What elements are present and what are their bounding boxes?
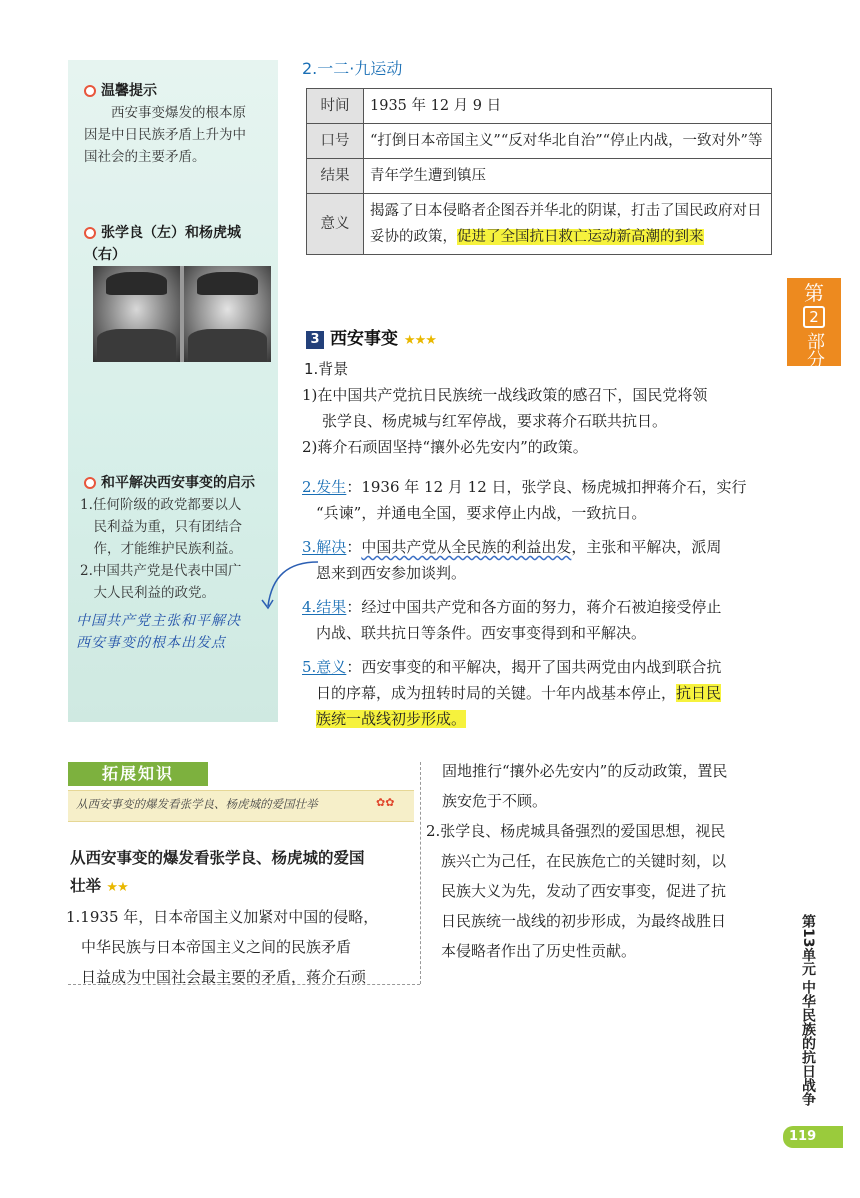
flower-icon: ✿✿ [376, 796, 395, 809]
table-row [307, 124, 772, 159]
significance: 5.意义：西安事变的和平解决，揭开了国共两党由内战到联合抗 日的序幕，成为扭转时局的关键。十年内战基本停止，抗日民 族统一战线初步形成。 [302, 658, 722, 728]
section-number: 3 [306, 331, 324, 349]
significance-label: 5.意义 [302, 658, 347, 676]
photo-caption: 张学良（左）和杨虎城 （右） [84, 225, 241, 263]
tip-line: 民利益为重，只有团结合 [80, 519, 242, 535]
text-line: 2.张学良、杨虎城具备强烈的爱国思想，视民 [426, 822, 726, 840]
star-rating-icon: ★★★ [403, 333, 436, 348]
tip-line: 1.任何阶级的政党都要以人 [80, 497, 242, 513]
resolution: 3.解决：中国共产党从全民族的利益出发，主张和平解决，派周 恩来到西安参加谈判。 [302, 534, 782, 586]
unit-label: 第13单元 中华民族的抗日战争 [800, 913, 816, 1107]
page-number: 119 [783, 1126, 843, 1148]
part-tab [787, 278, 841, 366]
text-line: 内战、联共抗日等条件。西安事变得到和平解决。 [316, 624, 647, 642]
tip-line: 国社会的主要矛盾。 [84, 149, 206, 165]
title-line: 从西安事变的爆发看张学良、杨虎城的爱国 [70, 849, 365, 867]
tip-line: 作，才能维护民族利益。 [80, 541, 242, 557]
text-line: 1)在中国共产党抗日民族统一战线政策的感召下，国民党将领 [302, 386, 708, 404]
row-key: 意义 [307, 194, 364, 255]
table-row [307, 89, 772, 124]
result: 4.结果：经过中国共产党和各方面的努力，蒋介石被迫接受停止 内战、联共抗日等条件。西安事变得到和平解决。 [302, 594, 782, 646]
text-line: 日益成为中国社会最主要的矛盾，蒋介石顽 [66, 968, 367, 986]
handwritten-note-line2: 西安事变的根本出发点 [76, 635, 226, 651]
part-label: 第 [804, 281, 824, 305]
row-value: “打倒日本帝国主义”“反对华北自治”“停止内战，一致对外”等 [364, 124, 772, 159]
tip-body-peace [80, 494, 276, 604]
background-body [302, 382, 782, 460]
extension-right-body [426, 756, 776, 966]
text-line: 恩来到西安参加谈判。 [316, 564, 467, 582]
portrait-photo [93, 266, 271, 362]
row-value: 青年学生遭到镇压 [364, 159, 772, 194]
movement-table [306, 88, 772, 255]
text-line: 本侵略者作出了历史性贡献。 [426, 942, 637, 960]
tip-line: 大人民利益的政党。 [80, 585, 215, 601]
column-divider [420, 762, 421, 984]
tip-line: 西安事变爆发的根本原 [84, 105, 246, 121]
extension-left-body [66, 902, 418, 992]
text-line: “兵谏”，并通电全国，要求停止内战，一致抗日。 [316, 504, 647, 522]
text-line: 族安危于不顾。 [442, 792, 548, 810]
bullet-icon [84, 477, 96, 489]
extension-header: 拓展知识 [68, 762, 208, 786]
text-line: 民族大义为先，发动了西安事变，促进了抗 [426, 882, 727, 900]
tip-title-peace: 和平解决西安事变的启示 [84, 472, 255, 492]
wavy-underline: 中国共产党从全民族的利益出发 [361, 538, 572, 556]
bullet-icon [84, 85, 96, 97]
extension-band-text: 从西安事变的爆发看张学良、杨虎城的爱国壮举 [76, 797, 318, 811]
result-label: 4.结果 [302, 598, 347, 616]
handwritten-note-line1: 中国共产党主张和平解决 [76, 613, 241, 629]
text-line: 张学良、杨虎城与红军停战，要求蒋介石联共抗日。 [322, 412, 668, 430]
text-line: 中华民族与日本帝国主义之间的民族矛盾 [66, 938, 352, 956]
resolution-label: 3.解决 [302, 538, 347, 556]
text-line: 固地推行“攘外必先安内”的反动政策，置民 [442, 762, 728, 780]
section-title: 3 西安事变 ★★★ [306, 324, 436, 349]
text-line: 日民族统一战线的初步形成，为最终战胜日 [426, 912, 727, 930]
table-row [307, 194, 772, 255]
highlight: 族统一战线初步形成。 [316, 710, 467, 728]
row-key: 结果 [307, 159, 364, 194]
star-rating-icon: ★★ [106, 880, 128, 895]
text-line: 2)蒋介石顽固坚持“攘外必先安内”的政策。 [302, 438, 588, 456]
occurrence: 2.发生：1936 年 12 月 12 日，张学良、杨虎城扣押蒋介石，实行 “兵谏”，并通电全国，要求停止内战，一致抗日。 [302, 474, 782, 526]
highlight: 抗日民 [676, 684, 722, 702]
row-value: 1935 年 12 月 9 日 [364, 89, 772, 124]
portrait-yang-hucheng [184, 266, 271, 362]
row-value: 揭露了日本侵略者企图吞并华北的阴谋，打击了国民政府对日妥协的政策，促进了全国抗日救亡运动新高潮的到来 [364, 194, 772, 255]
text-line: 1.1935 年，日本帝国主义加紧对中国的侵略， [66, 908, 379, 926]
row-key: 口号 [307, 124, 364, 159]
tip-line: 2.中国共产党是代表中国广 [80, 563, 242, 579]
portrait-zhang-xueliang [93, 266, 180, 362]
tip-line: 因是中日民族矛盾上升为中 [84, 127, 246, 143]
movement-heading: 2.一二·九运动 [302, 59, 403, 78]
part-label: 部分 [804, 332, 825, 368]
part-number: 2 [803, 306, 825, 328]
table-row [307, 159, 772, 194]
row-key: 时间 [307, 89, 364, 124]
bullet-icon [84, 227, 96, 239]
highlight: 促进了全国抗日救亡运动新高潮的到来 [457, 229, 704, 245]
tip-body-warm [84, 102, 274, 168]
text-line: 族兴亡为己任，在民族危亡的关键时刻，以 [426, 852, 727, 870]
extension-title: 从西安事变的爆发看张学良、杨虎城的爱国 壮举 ★★ [70, 844, 416, 902]
tip-title-warm: 温馨提示 [84, 80, 157, 100]
background-heading: 1.背景 [304, 360, 349, 378]
occurrence-label: 2.发生 [302, 478, 347, 496]
